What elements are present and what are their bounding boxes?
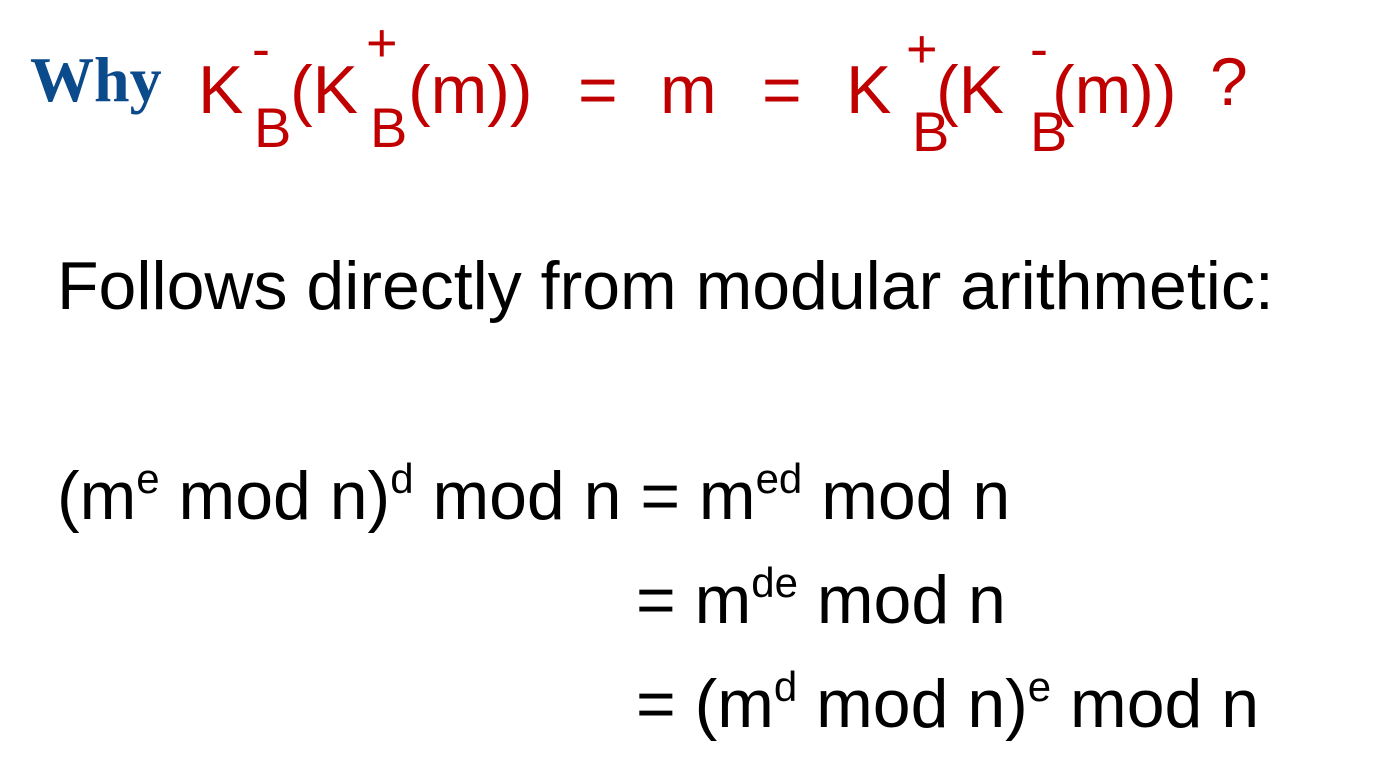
- lhs-inner-subscript: B: [370, 96, 408, 159]
- eq3-exp-d: d: [773, 663, 798, 710]
- eq2-end: mod n: [797, 562, 1006, 638]
- eq1-mid2: mod n = m: [413, 458, 756, 534]
- lhs-inner-plus-sign: +: [366, 13, 398, 73]
- plain-m: m: [660, 52, 717, 128]
- rhs-inner-rest: (m)): [1052, 52, 1177, 128]
- equation-line-1: [57, 455, 1011, 534]
- eq1-exp-e: e: [136, 455, 160, 502]
- eq3-end: mod n: [1051, 666, 1260, 742]
- lhs-key-minus-sign: -: [252, 19, 270, 79]
- rhs-inner-minus-sign: -: [1030, 19, 1048, 79]
- eq1-exp-ed: ed: [755, 455, 803, 502]
- rhs-key-plus-sign: +: [906, 19, 938, 79]
- rhs-inner-open: (K: [936, 52, 1004, 128]
- rhs-key-subscript: B: [912, 100, 950, 163]
- lhs-inner-open: (K: [290, 52, 358, 128]
- equals-sign-1: =: [578, 52, 618, 128]
- eq1-mid1: mod n): [159, 458, 391, 534]
- eq1-open: (m: [57, 458, 137, 534]
- lhs-key-letter: K: [198, 52, 244, 128]
- statement-text: Follows directly from modular arithmetic:: [57, 248, 1274, 324]
- eq1-end: mod n: [802, 458, 1011, 534]
- eq2-start: = m: [636, 562, 752, 638]
- eq3-start: = (m: [636, 666, 774, 742]
- rhs-key-letter: K: [846, 52, 892, 128]
- rhs-inner-subscript: B: [1030, 100, 1068, 163]
- why-label: Why: [30, 44, 162, 115]
- equation-line-2: [636, 559, 1006, 638]
- equation-line-3: [636, 663, 1260, 742]
- equals-sign-2: =: [762, 52, 802, 128]
- eq2-exp-de: de: [751, 559, 798, 606]
- eq3-exp-e: e: [1027, 663, 1052, 710]
- lhs-inner-rest: (m)): [408, 52, 533, 128]
- question-mark: ?: [1210, 44, 1248, 120]
- lhs-key-subscript: B: [254, 96, 292, 159]
- eq1-exp-d: d: [390, 455, 414, 502]
- eq3-mid: mod n): [797, 666, 1028, 742]
